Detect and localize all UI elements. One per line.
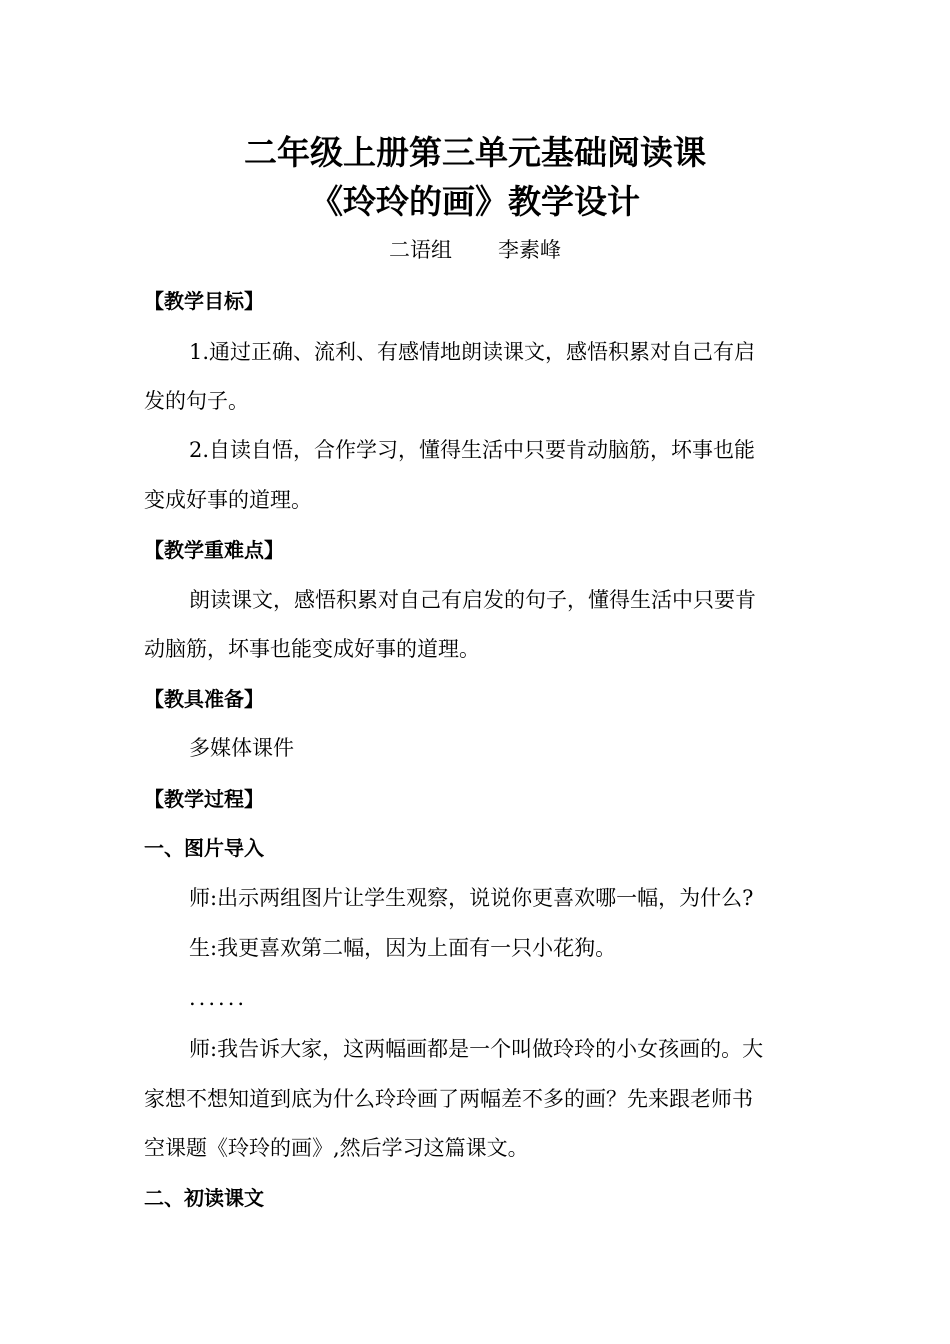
- tools-heading: 【教具准备】: [144, 687, 264, 711]
- key-points-line2: 动脑筋，坏事也能变成好事的道理。: [144, 637, 480, 661]
- objective-1-line2: 发的句子。: [144, 389, 249, 413]
- student-line-1: 生:我更喜欢第二幅，因为上面有一只小花狗。: [189, 936, 617, 960]
- objective-2-line2: 变成好事的道理。: [144, 488, 312, 512]
- teacher-line-1: 师:出示两组图片让学生观察，说说你更喜欢哪一幅，为什么?: [189, 886, 754, 910]
- process-heading: 【教学过程】: [144, 787, 264, 811]
- objective-2-line1: 2.自读自悟，合作学习，懂得生活中只要肯动脑筋，坏事也能: [189, 438, 756, 462]
- key-points-line1: 朗读课文，感悟积累对自己有启发的句子，懂得生活中只要肯: [189, 588, 756, 612]
- author-name: 李素峰: [498, 238, 561, 262]
- objective-1-line1: 1.通过正确、流利、有感情地朗读课文，感悟积累对自己有启: [189, 340, 756, 364]
- ellipsis: ......: [189, 986, 248, 1010]
- step1-heading: 一、图片导入: [144, 836, 264, 860]
- document-title-line1: 二年级上册第三单元基础阅读课: [244, 133, 706, 172]
- teacher-line-2b: 家想不想知道到底为什么玲玲画了两幅差不多的画？先来跟老师书: [144, 1087, 753, 1111]
- author-group: 二语组: [389, 238, 452, 262]
- objectives-heading: 【教学目标】: [144, 289, 264, 313]
- document-title-line2: 《玲玲的画》教学设计: [310, 182, 640, 221]
- tools-line1: 多媒体课件: [189, 736, 294, 760]
- teacher-line-2a: 师:我告诉大家，这两幅画都是一个叫做玲玲的小女孩画的。大: [189, 1037, 764, 1061]
- teacher-line-2c: 空课题《玲玲的画》,然后学习这篇课文。: [144, 1136, 529, 1160]
- key-points-heading: 【教学重难点】: [144, 538, 284, 562]
- step2-heading: 二、初读课文: [144, 1186, 264, 1210]
- author-line: [0, 235, 950, 265]
